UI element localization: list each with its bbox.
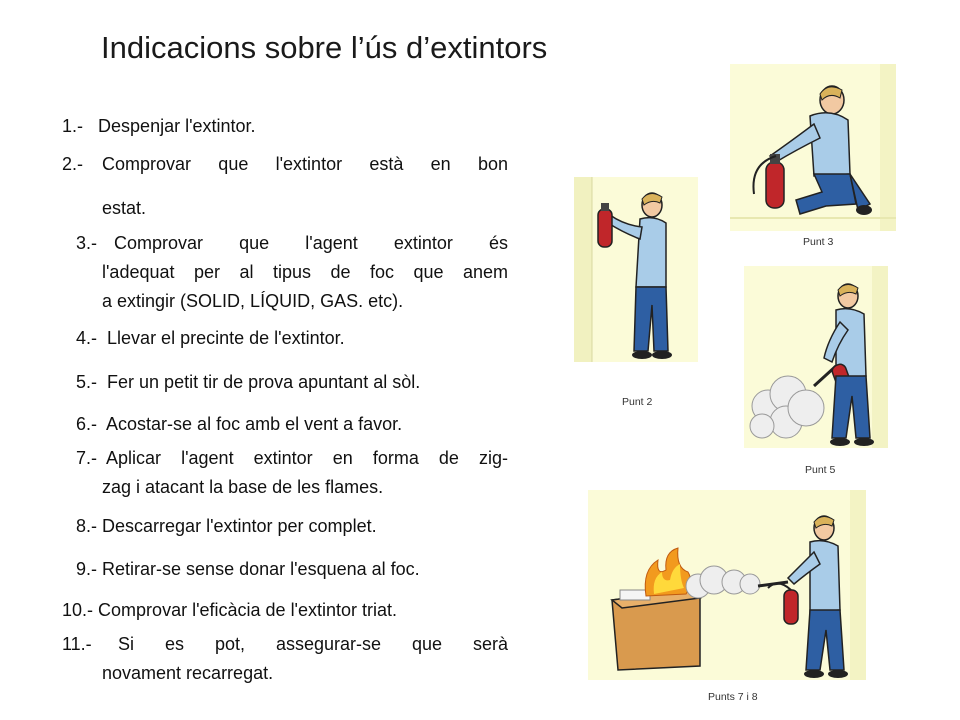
- step-9: [76, 555, 516, 584]
- step-text: Si es pot, assegurar-se que serà: [118, 634, 508, 654]
- illustration-punt-3: [730, 64, 896, 231]
- caption-punt-5: Punt 5: [805, 464, 836, 476]
- step-text: Aplicar l'agent extintor en forma de zig-: [106, 448, 508, 468]
- step-5: [76, 368, 516, 397]
- step-number: 5.-: [76, 372, 98, 392]
- step-text-cont: novament recarregat.: [102, 663, 274, 683]
- step-number: 4.-: [76, 328, 98, 348]
- step-text: Acostar-se al foc amb el vent a favor.: [106, 414, 403, 434]
- illustration-punt-2: [574, 177, 698, 362]
- step-text: Llevar el precinte de l'extintor.: [107, 328, 345, 348]
- step-number: 10.-: [62, 600, 94, 620]
- step-2: [62, 150, 508, 223]
- step-11: [62, 630, 508, 688]
- page-title: Indicacions sobre l’ús d’extintors: [101, 30, 548, 65]
- step-text: Comprovar que l'agent extintor és: [114, 233, 508, 253]
- step-text: Retirar-se sense donar l'esquena al foc.: [102, 559, 420, 579]
- caption-punt-2: Punt 2: [622, 396, 653, 408]
- step-text-cont: a extingir (SOLID, LÍQUID, GAS. etc).: [102, 291, 404, 311]
- step-text: Despenjar l'extintor.: [98, 116, 256, 136]
- step-4: [76, 324, 508, 353]
- step-1: [62, 112, 508, 141]
- step-7: [76, 444, 508, 502]
- illustration-punt-5: [744, 266, 888, 448]
- step-8: [76, 512, 508, 541]
- step-number: 9.-: [76, 559, 98, 579]
- illustration-punts-7-8: [588, 490, 866, 680]
- step-3: [76, 229, 508, 316]
- step-text-cont: zag i atacant la base de les flames.: [102, 477, 384, 497]
- step-6: [76, 410, 508, 439]
- step-number: 7.-: [76, 448, 98, 468]
- step-text-cont: estat.: [102, 198, 147, 218]
- step-text: Comprovar que l'extintor està en bon: [102, 154, 508, 174]
- step-number: 6.-: [76, 414, 98, 434]
- step-number: 1.-: [62, 116, 84, 136]
- step-number: 11.-: [62, 634, 92, 654]
- step-text: Comprovar l'eficàcia de l'extintor triat.: [98, 600, 398, 620]
- step-10: [62, 596, 508, 625]
- step-number: 3.-: [76, 233, 98, 253]
- step-number: 2.-: [62, 154, 84, 174]
- caption-punts-7-8: Punts 7 i 8: [708, 691, 758, 703]
- caption-punt-3: Punt 3: [803, 236, 834, 248]
- step-number: 8.-: [76, 516, 98, 536]
- step-text: Fer un petit tir de prova apuntant al sòl.: [107, 372, 421, 392]
- step-text-cont: l'adequat per al tipus de foc que anem: [102, 262, 508, 282]
- step-text: Descarregar l'extintor per complet.: [102, 516, 377, 536]
